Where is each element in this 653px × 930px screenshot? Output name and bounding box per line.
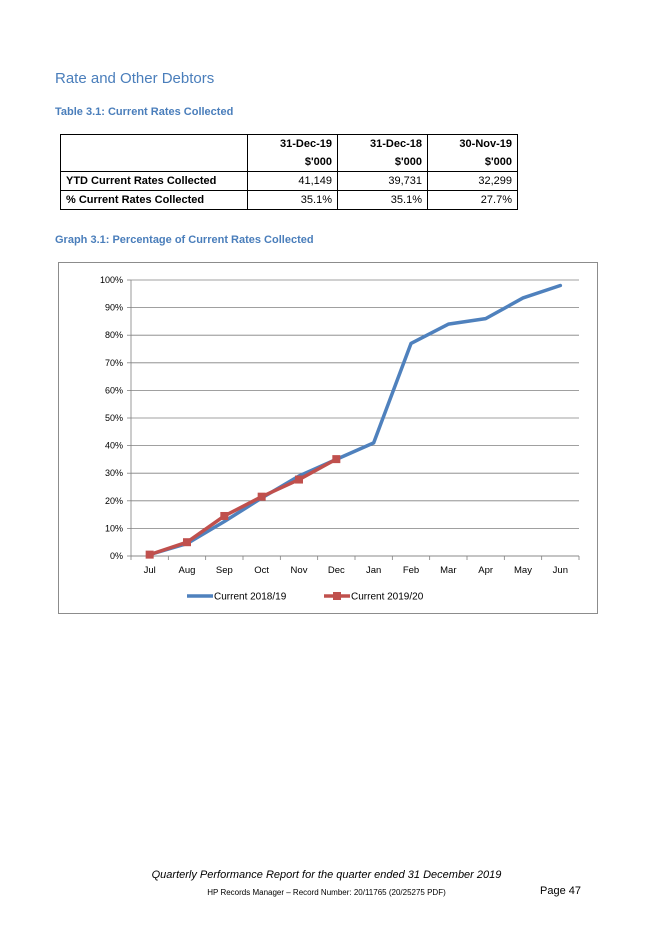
table-cell: 41,149: [248, 172, 338, 191]
current-rates-table: [60, 134, 518, 210]
column-header-date: 31-Dec-19: [248, 135, 338, 154]
x-tick-label: Sep: [215, 565, 233, 576]
x-tick-label: Jun: [552, 565, 568, 576]
row-label: % Current Rates Collected: [61, 191, 248, 210]
column-header-unit: $'000: [248, 153, 338, 172]
table-cell: 35.1%: [338, 191, 428, 210]
data-point: [258, 493, 266, 501]
data-point: [295, 476, 303, 484]
legend-marker: [333, 592, 341, 600]
table-header-row-units: [61, 153, 518, 172]
footer-report-title: Quarterly Performance Report for the quarter ended 31 December 2019: [151, 869, 502, 881]
table-header-row-dates: [61, 135, 518, 154]
table-row: [61, 172, 518, 191]
x-tick-label: Mar: [440, 565, 457, 576]
page-number: Page 47: [540, 885, 581, 897]
y-tick-label: 30%: [104, 468, 123, 479]
column-header-unit: $'000: [428, 153, 518, 172]
legend-label: Current 2018/19: [214, 591, 287, 603]
x-tick-label: Nov: [290, 565, 308, 576]
x-tick-label: Apr: [478, 565, 494, 576]
section-title: Rate and Other Debtors: [55, 70, 215, 87]
y-tick-label: 70%: [104, 357, 123, 368]
footer-record-number: HP Records Manager – Record Number: 20/11765 (20/25275 PDF): [207, 888, 446, 897]
y-tick-label: 80%: [104, 330, 123, 341]
table-header-blank: [61, 135, 248, 154]
rates-collected-chart: [58, 262, 598, 614]
column-header-date: 30-Nov-19: [428, 135, 518, 154]
table-cell: 32,299: [428, 172, 518, 191]
data-point: [332, 455, 340, 463]
x-tick-label: Jul: [143, 565, 156, 576]
x-tick-label: Oct: [254, 565, 270, 576]
chart-canvas: [59, 263, 599, 615]
x-tick-label: Dec: [327, 565, 345, 576]
table-cell: 39,731: [338, 172, 428, 191]
data-point: [220, 512, 228, 520]
y-tick-label: 50%: [104, 413, 123, 423]
table-caption: Table 3.1: Current Rates Collected: [55, 106, 234, 118]
x-tick-label: Feb: [402, 565, 420, 576]
column-header-unit: $'000: [338, 153, 428, 172]
table-row: [61, 191, 518, 210]
table-cell: 27.7%: [428, 191, 518, 210]
x-tick-label: Aug: [178, 565, 196, 576]
table-cell: 35.1%: [248, 191, 338, 210]
table-header-blank: [61, 153, 248, 172]
y-tick-label: 60%: [104, 385, 123, 396]
graph-caption: Graph 3.1: Percentage of Current Rates Collected: [55, 234, 314, 246]
row-label: YTD Current Rates Collected: [61, 172, 248, 191]
x-tick-label: Jan: [366, 565, 382, 576]
x-tick-label: May: [514, 565, 532, 576]
y-tick-label: 0%: [109, 551, 123, 561]
y-tick-label: 20%: [104, 495, 123, 506]
y-tick-label: 10%: [104, 523, 123, 534]
data-point: [146, 551, 154, 559]
y-tick-label: 40%: [104, 440, 123, 451]
y-tick-label: 90%: [104, 302, 123, 313]
data-point: [183, 538, 191, 546]
y-tick-label: 100%: [99, 275, 123, 285]
series-line: [150, 286, 561, 555]
legend-label: Current 2019/20: [351, 591, 424, 603]
column-header-date: 31-Dec-18: [338, 135, 428, 154]
